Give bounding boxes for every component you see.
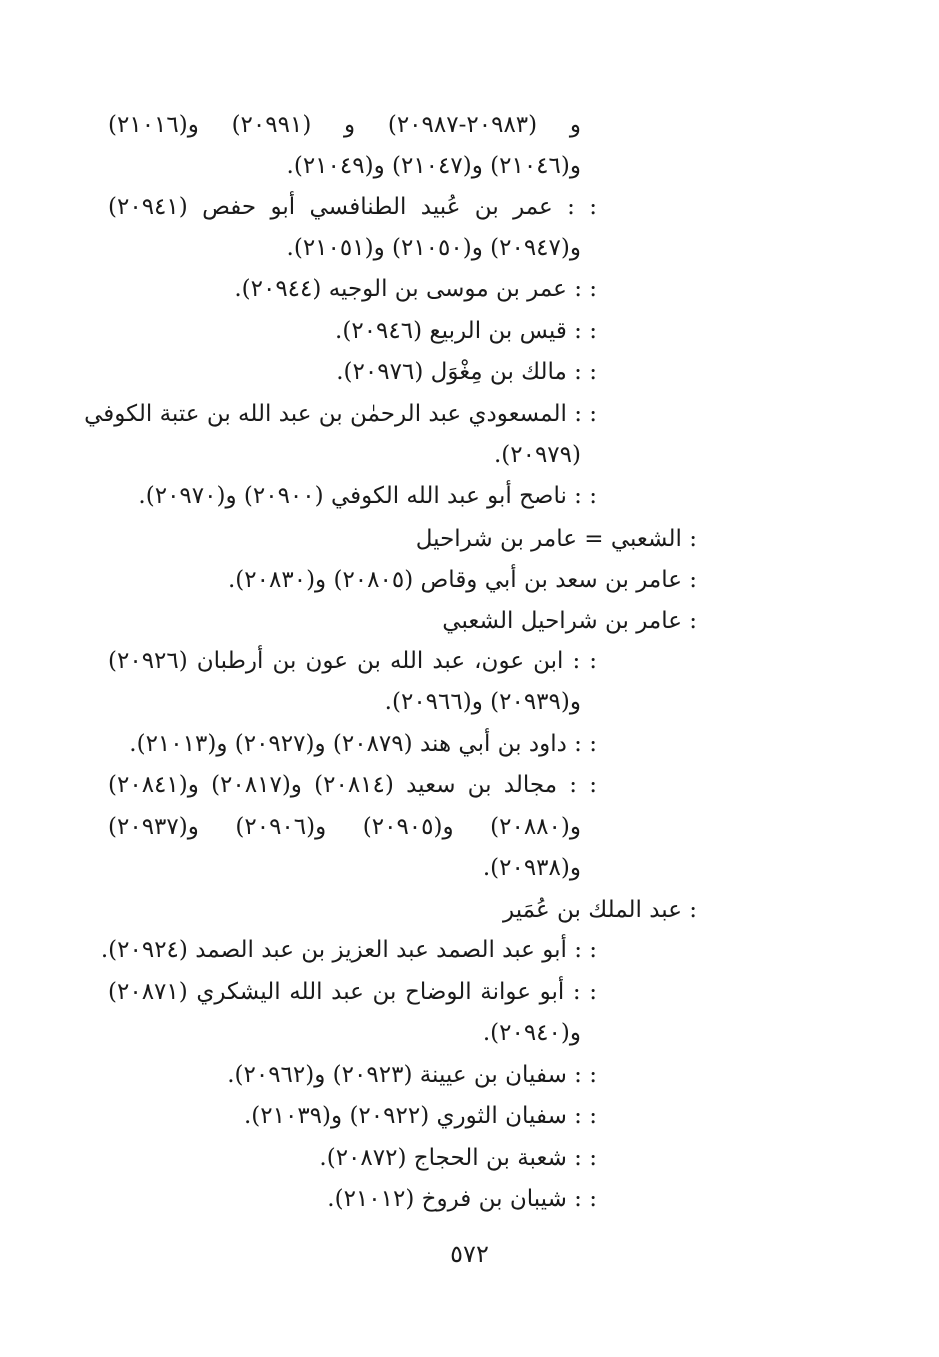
index-line: : : شعبة بن الحجاج (٢٠٨٧٢). [319,1145,597,1171]
index-line: : : عمر بن موسى بن الوجيه (٢٠٩٤٤). [234,276,597,302]
index-line: : : ابن عون، عبد الله بن عون بن أرطبان (٢٠٩٢٦) [108,648,597,674]
index-line: : : ناصح أبو عبد الله الكوفي (٢٠٩٠٠) و(٢٠٩٧٠). [138,483,597,509]
index-line: و (٢٠٩٨٣-٢٠٩٨٧) و (٢٠٩٩١) و(٢١٠١٦) [108,112,581,138]
index-line: و(٢٠٩٤٠). [482,1020,581,1046]
index-line: و(٢١٠٤٦) و(٢١٠٤٧) و(٢١٠٤٩). [286,153,581,179]
index-line: و(٢٠٨٨٠) و(٢٠٩٠٥) و(٢٠٩٠٦) و(٢٠٩٣٧) [108,814,581,840]
index-line: : : مجالد بن سعيد (٢٠٨١٤) و(٢٠٨١٧) و(٢٠٨٤١) [108,772,597,798]
index-heading: : عامر بن سعد بن أبي وقاص (٢٠٨٠٥) و(٢٠٨٣٠). [227,567,697,593]
index-line: : : عمر بن عُبيد الطنافسي أبو حفص (٢٠٩٤١) [108,194,597,220]
index-line: و(٢٠٩٤٧) و(٢١٠٥٠) و(٢١٠٥١). [286,235,581,261]
index-line: و(٢٠٩٣٨). [482,855,581,881]
index-line: : : شيبان بن فروخ (٢١٠١٢). [327,1186,597,1212]
index-line: : : داود بن أبي هند (٢٠٨٧٩) و(٢٠٩٢٧) و(٢١٠١٣). [129,731,597,757]
index-line: : : مالك بن مِغْوَل (٢٠٩٧٦). [336,359,597,385]
index-line: : : أبو عبد الصمد عبد العزيز بن عبد الصمد (٢٠٩٢٤). [100,937,597,963]
index-line: : : المسعودي عبد الرحمٰن بن عبد الله بن عتبة الكوفي [84,401,597,427]
index-line: (٢٠٩٧٩). [493,442,581,468]
index-line: : : سفيان الثوري (٢٠٩٢٢) و(٢١٠٣٩). [243,1103,597,1129]
index-heading: : عبد الملك بن عُمَير [503,897,697,923]
index-line: : : قيس بن الربيع (٢٠٩٤٦). [335,318,597,344]
index-heading: : الشعبي = عامر بن شراحيل [415,526,697,552]
page-number: ٥٧٢ [450,1240,489,1268]
index-line: : : أبو عوانة الوضاح بن عبد الله اليشكري (٢٠٨٧١) [108,979,597,1005]
index-line: : : سفيان بن عيينة (٢٠٩٢٣) و(٢٠٩٦٢). [227,1062,597,1088]
index-line: و(٢٠٩٣٩) و(٢٠٩٦٦). [384,689,581,715]
index-heading: : عامر بن شراحيل الشعبي [442,608,697,634]
